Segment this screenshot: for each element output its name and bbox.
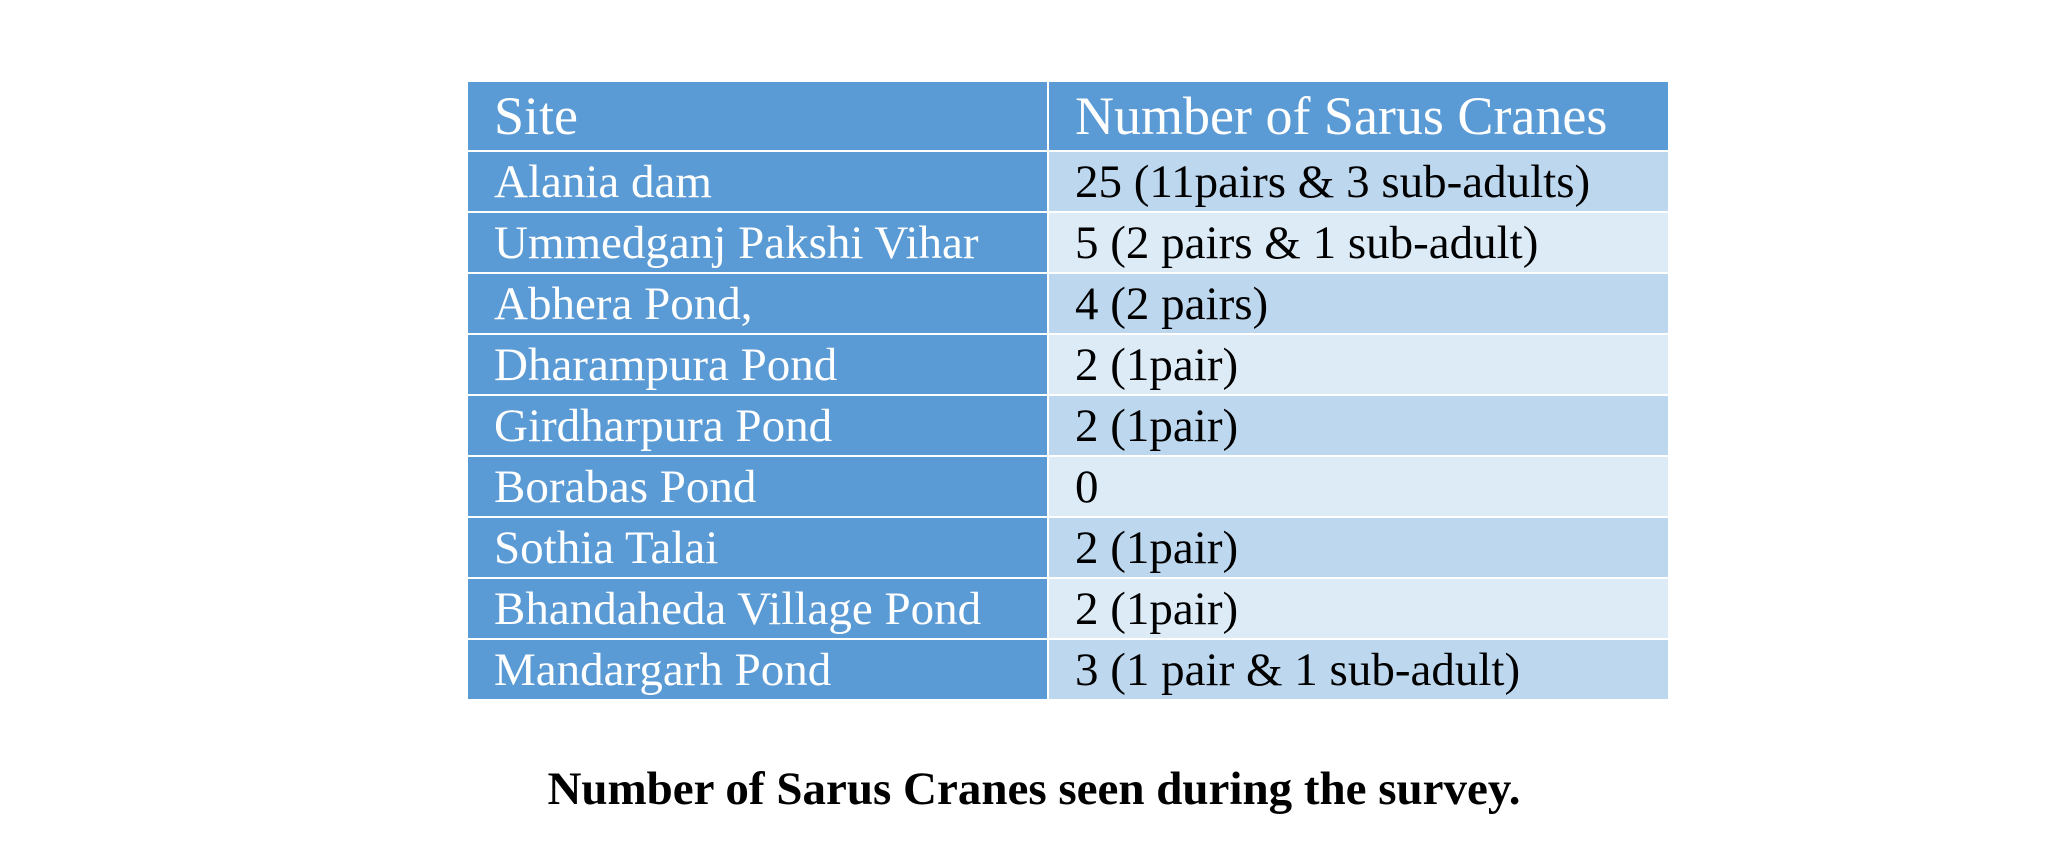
site-cell: Sothia Talai	[468, 517, 1048, 578]
table-row	[468, 456, 1668, 517]
table-row	[468, 395, 1668, 456]
site-cell: Alania dam	[468, 151, 1048, 212]
count-cell: 2 (1pair)	[1048, 578, 1668, 639]
count-cell: 2 (1pair)	[1048, 334, 1668, 395]
count-cell: 5 (2 pairs & 1 sub-adult)	[1048, 212, 1668, 273]
site-cell: Dharampura Pond	[468, 334, 1048, 395]
table-row	[468, 517, 1668, 578]
table-row	[468, 639, 1668, 699]
site-cell: Bhandaheda Village Pond	[468, 578, 1048, 639]
count-cell: 0	[1048, 456, 1668, 517]
table-header-row	[468, 82, 1668, 151]
count-cell: 2 (1pair)	[1048, 395, 1668, 456]
site-cell: Borabas Pond	[468, 456, 1048, 517]
table-row	[468, 578, 1668, 639]
site-cell: Girdharpura Pond	[468, 395, 1048, 456]
table-row	[468, 212, 1668, 273]
count-cell: 25 (11pairs & 3 sub-adults)	[1048, 151, 1668, 212]
sarus-crane-survey-table	[468, 82, 1668, 699]
table-caption: Number of Sarus Cranes seen during the survey.	[547, 763, 1521, 815]
site-cell: Abhera Pond,	[468, 273, 1048, 334]
table-row	[468, 151, 1668, 212]
count-column-header: Number of Sarus Cranes	[1048, 82, 1668, 151]
count-cell: 2 (1pair)	[1048, 517, 1668, 578]
site-column-header: Site	[468, 82, 1048, 151]
table-row	[468, 334, 1668, 395]
count-cell: 3 (1 pair & 1 sub-adult)	[1048, 639, 1668, 699]
site-cell: Mandargarh Pond	[468, 639, 1048, 699]
count-cell: 4 (2 pairs)	[1048, 273, 1668, 334]
table-row	[468, 273, 1668, 334]
site-cell: Ummedganj Pakshi Vihar	[468, 212, 1048, 273]
